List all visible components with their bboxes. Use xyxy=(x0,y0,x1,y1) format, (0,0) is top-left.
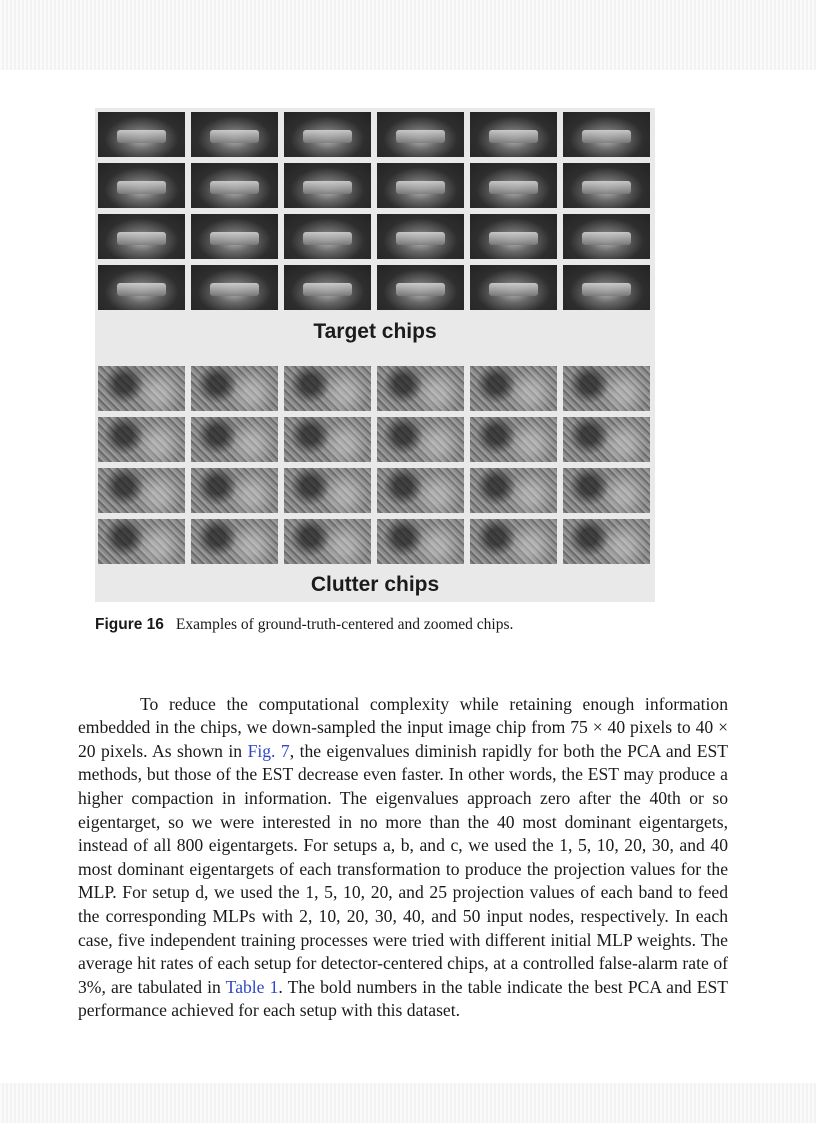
clutter-chip xyxy=(377,366,464,411)
target-chip xyxy=(284,163,371,208)
clutter-chip xyxy=(98,366,185,411)
caption-number: Figure 16 xyxy=(95,616,164,633)
clutter-chip xyxy=(377,468,464,513)
clutter-chip xyxy=(191,468,278,513)
clutter-chip xyxy=(377,417,464,462)
clutter-chip xyxy=(191,417,278,462)
target-chip xyxy=(191,163,278,208)
page-footer-band xyxy=(0,1083,816,1123)
clutter-chip xyxy=(284,519,371,564)
clutter-chip xyxy=(191,366,278,411)
clutter-chip-grid xyxy=(98,366,650,564)
clutter-chip xyxy=(470,366,557,411)
target-chip xyxy=(563,265,650,310)
paragraph-text-2: , the eigenvalues diminish rapidly for both the PCA and EST methods, but those of the EST decrease even faster. In other words, the EST may produce a higher compaction in information. The eigenvalues approach zero after the 40th or so eigentarget, so we were interested in no more than the 40 most dominant eigentargets, instead of all 800 eigentargets. For setups a, b, and c, we used the 1, 5, 10, 20, 30, and 40 most dominant eigentargets of each transformation to produce the projection values for the MLP. For setup d, we used the 1, 5, 10, 20, and 25 projection values of each band to feed the corresponding MLPs with 2, 10, 20, 30, 40, and 50 input nodes, respectively. In each case, five independent training processes were tried with different initial MLP weights. The average hit rates of each setup for detector-centered chips, at a controlled false-alarm rate of 3%, are tabulated in xyxy=(78,740,728,997)
clutter-chip xyxy=(284,468,371,513)
target-chip xyxy=(191,265,278,310)
target-chip xyxy=(284,112,371,157)
target-chip xyxy=(98,265,185,310)
clutter-chip xyxy=(98,417,185,462)
target-chip xyxy=(98,214,185,259)
target-chip xyxy=(377,163,464,208)
target-chip xyxy=(563,214,650,259)
target-chip xyxy=(191,214,278,259)
target-chip xyxy=(284,265,371,310)
target-chip xyxy=(377,112,464,157)
clutter-chip xyxy=(470,519,557,564)
paragraph-text-1: To reduce the computational complexity while retaining enough information embedded in the chips, we down-sampled the input image chip from 75 × 40 pixels to 40 × 20 pixels. As shown in xyxy=(78,693,728,761)
caption-text: Examples of ground-truth-centered and zoomed chips. xyxy=(175,616,514,633)
page-header-band xyxy=(0,0,816,70)
target-chip xyxy=(470,214,557,259)
target-chip xyxy=(377,214,464,259)
clutter-chip xyxy=(470,468,557,513)
clutter-chip xyxy=(563,468,650,513)
clutter-chip xyxy=(563,417,650,462)
target-chip xyxy=(98,112,185,157)
target-chip xyxy=(563,112,650,157)
target-chip xyxy=(98,163,185,208)
figure-16 xyxy=(95,108,655,602)
clutter-chip xyxy=(284,417,371,462)
target-chip xyxy=(470,112,557,157)
clutter-chip xyxy=(284,366,371,411)
clutter-chip xyxy=(191,519,278,564)
clutter-chips-label: Clutter chips xyxy=(310,573,440,596)
target-chip xyxy=(191,112,278,157)
target-chip xyxy=(377,265,464,310)
clutter-chip xyxy=(98,519,185,564)
target-chip xyxy=(470,265,557,310)
target-chip-grid xyxy=(98,112,650,310)
clutter-chip xyxy=(563,366,650,411)
target-chip xyxy=(284,214,371,259)
target-chip xyxy=(470,163,557,208)
figure-caption xyxy=(95,616,735,634)
body-paragraph xyxy=(78,693,728,1023)
clutter-chip xyxy=(377,519,464,564)
paragraph-text-3: . The bold numbers in the table indicate the best PCA and EST performance achieved for each setup with this dataset. xyxy=(78,976,728,1021)
table-1-link[interactable]: Table 1 xyxy=(225,976,279,997)
figure-7-link[interactable]: Fig. 7 xyxy=(247,740,290,761)
clutter-chip xyxy=(470,417,557,462)
clutter-chip xyxy=(563,519,650,564)
clutter-chip xyxy=(98,468,185,513)
target-chips-label: Target chips xyxy=(313,320,437,343)
target-chip xyxy=(563,163,650,208)
